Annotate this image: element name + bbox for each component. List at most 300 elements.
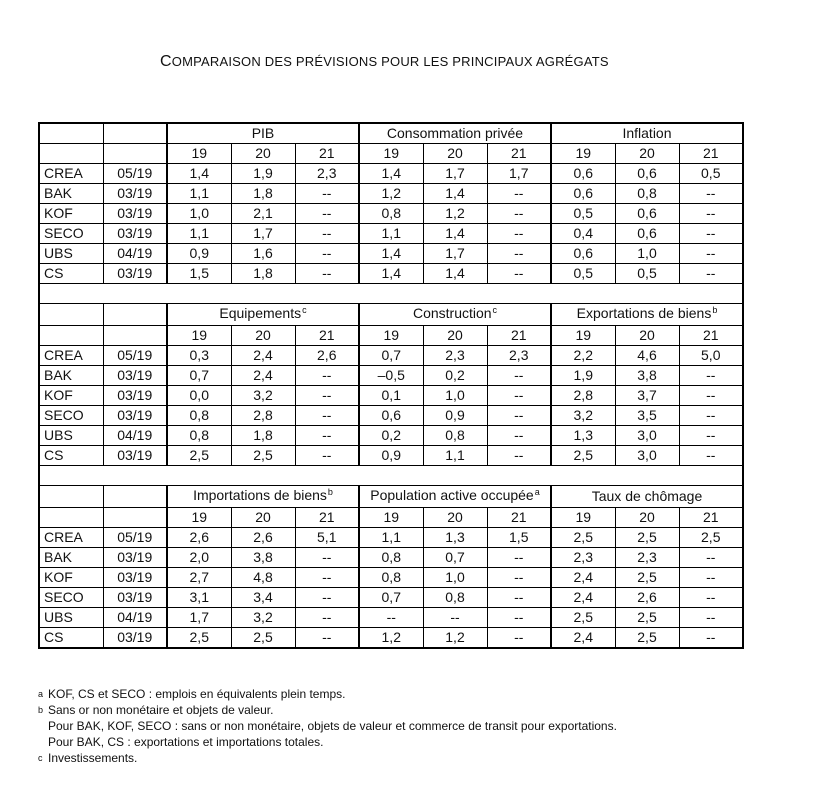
- value-cell: --: [487, 608, 551, 628]
- value-cell: 1,3: [423, 528, 487, 548]
- year-header: 21: [487, 508, 551, 528]
- date-cell: 03/19: [103, 386, 167, 406]
- year-header: 20: [231, 326, 295, 346]
- value-cell: 0,2: [423, 366, 487, 386]
- value-cell: 1,1: [359, 528, 423, 548]
- value-cell: 3,0: [615, 426, 679, 446]
- value-cell: --: [679, 244, 743, 264]
- group-header: [551, 486, 743, 508]
- empty-cell: [103, 508, 167, 528]
- group-label: Importations de biens: [193, 487, 327, 503]
- footnotes: [38, 686, 617, 766]
- value-cell: 1,1: [423, 446, 487, 466]
- value-cell: 0,6: [551, 184, 615, 204]
- date-cell: 03/19: [103, 204, 167, 224]
- date-cell: 03/19: [103, 366, 167, 386]
- value-cell: 2,0: [167, 548, 231, 568]
- value-cell: 2,5: [167, 628, 231, 649]
- institute-cell: CS: [39, 264, 103, 284]
- value-cell: 2,5: [231, 446, 295, 466]
- value-cell: 3,5: [615, 406, 679, 426]
- value-cell: 1,1: [359, 224, 423, 244]
- institute-cell: KOF: [39, 386, 103, 406]
- value-cell: 0,8: [359, 204, 423, 224]
- value-cell: 5,1: [295, 528, 359, 548]
- value-cell: --: [679, 406, 743, 426]
- value-cell: 2,1: [231, 204, 295, 224]
- value-cell: --: [487, 446, 551, 466]
- value-cell: 2,3: [615, 548, 679, 568]
- value-cell: --: [679, 426, 743, 446]
- footnote-marker: a: [534, 487, 540, 497]
- value-cell: 0,3: [167, 346, 231, 366]
- value-cell: 2,8: [231, 406, 295, 426]
- value-cell: 1,1: [167, 224, 231, 244]
- value-cell: --: [487, 548, 551, 568]
- group-header: [359, 304, 551, 326]
- value-cell: --: [679, 608, 743, 628]
- value-cell: --: [679, 548, 743, 568]
- value-cell: 2,3: [423, 346, 487, 366]
- value-cell: 1,7: [487, 164, 551, 184]
- value-cell: 1,3: [551, 426, 615, 446]
- year-header: 19: [359, 326, 423, 346]
- year-header-row: [39, 144, 743, 164]
- value-cell: --: [487, 588, 551, 608]
- value-cell: 0,5: [551, 204, 615, 224]
- value-cell: --: [295, 406, 359, 426]
- institute-cell: CREA: [39, 528, 103, 548]
- footnote-mark: c: [38, 753, 43, 763]
- group-header: [359, 123, 551, 144]
- value-cell: 1,5: [487, 528, 551, 548]
- empty-cell: [103, 123, 167, 144]
- value-cell: 2,7: [167, 568, 231, 588]
- empty-cell: [39, 304, 103, 326]
- value-cell: 0,7: [423, 548, 487, 568]
- value-cell: 4,8: [231, 568, 295, 588]
- value-cell: --: [295, 588, 359, 608]
- value-cell: 2,4: [551, 568, 615, 588]
- year-header: 21: [487, 144, 551, 164]
- footnote-text: Pour BAK, KOF, SECO : sans or non monétaire, objets de valeur et commerce de transit pour exportations.: [48, 719, 617, 733]
- value-cell: --: [295, 244, 359, 264]
- date-cell: 03/19: [103, 224, 167, 244]
- value-cell: 1,4: [359, 244, 423, 264]
- value-cell: --: [295, 426, 359, 446]
- value-cell: 3,2: [551, 406, 615, 426]
- value-cell: --: [295, 568, 359, 588]
- year-header: 20: [615, 326, 679, 346]
- group-header: [167, 123, 359, 144]
- table-row: [39, 568, 743, 588]
- value-cell: 2,4: [551, 588, 615, 608]
- value-cell: 1,0: [615, 244, 679, 264]
- footnote-line: [38, 734, 617, 750]
- date-cell: 03/19: [103, 588, 167, 608]
- footnote-marker: c: [302, 305, 307, 315]
- year-header: 19: [167, 508, 231, 528]
- year-header: 19: [551, 144, 615, 164]
- institute-cell: SECO: [39, 224, 103, 244]
- value-cell: --: [295, 446, 359, 466]
- value-cell: 1,5: [167, 264, 231, 284]
- group-header: [167, 486, 359, 508]
- value-cell: 0,9: [359, 446, 423, 466]
- date-cell: 03/19: [103, 628, 167, 649]
- value-cell: 3,2: [231, 386, 295, 406]
- value-cell: --: [487, 244, 551, 264]
- date-cell: 03/19: [103, 548, 167, 568]
- value-cell: 1,0: [423, 568, 487, 588]
- value-cell: 2,3: [295, 164, 359, 184]
- table-row: [39, 224, 743, 244]
- table-row: [39, 366, 743, 386]
- group-header: [551, 123, 743, 144]
- value-cell: 0,6: [359, 406, 423, 426]
- value-cell: 0,0: [167, 386, 231, 406]
- group-label: Population active occupée: [370, 487, 534, 503]
- value-cell: 1,7: [423, 244, 487, 264]
- value-cell: 0,6: [551, 164, 615, 184]
- value-cell: --: [487, 386, 551, 406]
- year-header: 19: [359, 144, 423, 164]
- section-gap: [39, 284, 743, 304]
- institute-cell: BAK: [39, 366, 103, 386]
- institute-cell: UBS: [39, 426, 103, 446]
- year-header: 20: [231, 144, 295, 164]
- value-cell: --: [295, 204, 359, 224]
- year-header: 19: [359, 508, 423, 528]
- value-cell: --: [487, 568, 551, 588]
- value-cell: 2,2: [551, 346, 615, 366]
- value-cell: 0,7: [359, 588, 423, 608]
- value-cell: 0,7: [359, 346, 423, 366]
- institute-cell: CREA: [39, 346, 103, 366]
- institute-cell: CS: [39, 628, 103, 649]
- value-cell: 1,8: [231, 264, 295, 284]
- value-cell: 1,7: [423, 164, 487, 184]
- value-cell: 5,0: [679, 346, 743, 366]
- institute-cell: BAK: [39, 548, 103, 568]
- value-cell: 1,0: [167, 204, 231, 224]
- value-cell: 4,6: [615, 346, 679, 366]
- value-cell: 1,4: [423, 264, 487, 284]
- value-cell: 0,4: [551, 224, 615, 244]
- group-header-row: [39, 486, 743, 508]
- table-row: [39, 548, 743, 568]
- value-cell: 2,5: [167, 446, 231, 466]
- value-cell: --: [487, 426, 551, 446]
- value-cell: --: [679, 386, 743, 406]
- value-cell: 1,4: [359, 164, 423, 184]
- year-header: 21: [679, 508, 743, 528]
- value-cell: 2,4: [231, 366, 295, 386]
- value-cell: 3,8: [615, 366, 679, 386]
- value-cell: 0,6: [551, 244, 615, 264]
- value-cell: 1,9: [551, 366, 615, 386]
- value-cell: 2,5: [551, 446, 615, 466]
- value-cell: 0,6: [615, 204, 679, 224]
- year-header: 19: [167, 326, 231, 346]
- year-header: 21: [295, 508, 359, 528]
- value-cell: --: [295, 386, 359, 406]
- value-cell: 1,2: [423, 628, 487, 649]
- value-cell: 2,5: [615, 528, 679, 548]
- institute-cell: KOF: [39, 568, 103, 588]
- value-cell: 1,1: [167, 184, 231, 204]
- value-cell: 3,0: [615, 446, 679, 466]
- table-row: [39, 628, 743, 649]
- year-header: 20: [231, 508, 295, 528]
- value-cell: 1,2: [359, 184, 423, 204]
- date-cell: 05/19: [103, 164, 167, 184]
- footnote-line: [38, 718, 617, 734]
- value-cell: --: [423, 608, 487, 628]
- empty-cell: [103, 144, 167, 164]
- year-header: 20: [423, 508, 487, 528]
- table-row: [39, 528, 743, 548]
- value-cell: 0,5: [615, 264, 679, 284]
- value-cell: --: [295, 184, 359, 204]
- value-cell: 2,5: [615, 608, 679, 628]
- value-cell: 2,4: [551, 628, 615, 649]
- value-cell: --: [295, 224, 359, 244]
- value-cell: 3,8: [231, 548, 295, 568]
- value-cell: 2,3: [551, 548, 615, 568]
- empty-cell: [39, 144, 103, 164]
- table-body: [39, 123, 743, 648]
- value-cell: 2,8: [551, 386, 615, 406]
- date-cell: 05/19: [103, 346, 167, 366]
- year-header: 21: [295, 144, 359, 164]
- value-cell: 2,5: [551, 608, 615, 628]
- year-header: 20: [423, 144, 487, 164]
- group-label: PIB: [251, 125, 275, 141]
- empty-cell: [39, 326, 103, 346]
- value-cell: 1,2: [423, 204, 487, 224]
- value-cell: 0,7: [167, 366, 231, 386]
- date-cell: 05/19: [103, 528, 167, 548]
- institute-cell: UBS: [39, 244, 103, 264]
- group-label: Construction: [412, 305, 492, 321]
- gap-cell: [39, 466, 743, 486]
- value-cell: 0,2: [359, 426, 423, 446]
- value-cell: 2,5: [551, 528, 615, 548]
- group-header-row: [39, 304, 743, 326]
- value-cell: 2,5: [615, 568, 679, 588]
- table-row: [39, 164, 743, 184]
- value-cell: --: [487, 366, 551, 386]
- group-label: Consommation privée: [386, 125, 524, 141]
- footnote-text: Investissements.: [48, 751, 138, 765]
- footnote-marker: c: [492, 305, 498, 315]
- group-header: [167, 304, 359, 326]
- value-cell: 2,5: [231, 628, 295, 649]
- value-cell: 0,8: [359, 568, 423, 588]
- value-cell: 2,4: [231, 346, 295, 366]
- value-cell: --: [487, 224, 551, 244]
- value-cell: --: [679, 588, 743, 608]
- value-cell: --: [487, 406, 551, 426]
- group-label: Exportations de biens: [576, 305, 712, 321]
- title-initial: C: [160, 53, 172, 70]
- value-cell: --: [295, 366, 359, 386]
- value-cell: 1,7: [231, 224, 295, 244]
- footnote-line: [38, 702, 617, 718]
- value-cell: 0,6: [615, 164, 679, 184]
- table-row: [39, 426, 743, 446]
- value-cell: --: [679, 366, 743, 386]
- footnote-marker: b: [327, 487, 333, 497]
- value-cell: 1,0: [423, 386, 487, 406]
- year-header-row: [39, 508, 743, 528]
- value-cell: --: [487, 264, 551, 284]
- value-cell: 3,4: [231, 588, 295, 608]
- value-cell: 2,6: [295, 346, 359, 366]
- date-cell: 04/19: [103, 244, 167, 264]
- institute-cell: KOF: [39, 204, 103, 224]
- empty-cell: [103, 326, 167, 346]
- value-cell: --: [295, 608, 359, 628]
- value-cell: 2,6: [167, 528, 231, 548]
- group-header: [359, 486, 551, 508]
- value-cell: --: [487, 204, 551, 224]
- group-header-row: [39, 123, 743, 144]
- year-header: 19: [551, 326, 615, 346]
- year-header: 19: [551, 508, 615, 528]
- value-cell: --: [679, 264, 743, 284]
- footnote-text: KOF, CS et SECO : emplois en équivalents plein temps.: [48, 687, 346, 701]
- year-header: 21: [679, 326, 743, 346]
- title-rest: OMPARAISON DES PRÉVISIONS POUR LES PRINCIPAUX AGRÉGATS: [171, 54, 609, 69]
- institute-cell: CS: [39, 446, 103, 466]
- table-row: [39, 608, 743, 628]
- table-row: [39, 406, 743, 426]
- value-cell: 1,4: [423, 224, 487, 244]
- value-cell: 0,8: [615, 184, 679, 204]
- empty-cell: [103, 304, 167, 326]
- date-cell: 04/19: [103, 608, 167, 628]
- value-cell: 2,6: [231, 528, 295, 548]
- value-cell: 0,5: [679, 164, 743, 184]
- date-cell: 03/19: [103, 406, 167, 426]
- section-gap: [39, 466, 743, 486]
- value-cell: 1,6: [231, 244, 295, 264]
- institute-cell: CREA: [39, 164, 103, 184]
- value-cell: 1,8: [231, 426, 295, 446]
- year-header: 20: [615, 144, 679, 164]
- date-cell: 03/19: [103, 184, 167, 204]
- forecast-table: [38, 122, 744, 649]
- value-cell: 3,2: [231, 608, 295, 628]
- value-cell: --: [359, 608, 423, 628]
- page-title: [160, 53, 609, 71]
- group-label: Taux de chômage: [591, 488, 703, 504]
- value-cell: --: [487, 184, 551, 204]
- footnote-line: [38, 686, 617, 702]
- value-cell: 3,1: [167, 588, 231, 608]
- value-cell: --: [679, 204, 743, 224]
- value-cell: 0,9: [167, 244, 231, 264]
- institute-cell: SECO: [39, 406, 103, 426]
- value-cell: --: [295, 264, 359, 284]
- value-cell: --: [487, 628, 551, 649]
- value-cell: 1,9: [231, 164, 295, 184]
- footnote-text: Pour BAK, CS : exportations et importations totales.: [48, 735, 324, 749]
- value-cell: 2,5: [615, 628, 679, 649]
- value-cell: 0,8: [167, 426, 231, 446]
- institute-cell: SECO: [39, 588, 103, 608]
- value-cell: 3,7: [615, 386, 679, 406]
- table-row: [39, 446, 743, 466]
- value-cell: 2,6: [615, 588, 679, 608]
- group-header: [551, 304, 743, 326]
- table-row: [39, 588, 743, 608]
- value-cell: 0,6: [615, 224, 679, 244]
- value-cell: 0,9: [423, 406, 487, 426]
- value-cell: --: [295, 548, 359, 568]
- value-cell: 1,8: [231, 184, 295, 204]
- table-row: [39, 184, 743, 204]
- date-cell: 03/19: [103, 568, 167, 588]
- value-cell: 1,4: [167, 164, 231, 184]
- year-header: 21: [487, 326, 551, 346]
- value-cell: --: [679, 224, 743, 244]
- date-cell: 04/19: [103, 426, 167, 446]
- empty-cell: [39, 486, 103, 508]
- year-header: 19: [167, 144, 231, 164]
- value-cell: --: [679, 568, 743, 588]
- gap-cell: [39, 284, 743, 304]
- institute-cell: BAK: [39, 184, 103, 204]
- date-cell: 03/19: [103, 446, 167, 466]
- value-cell: 0,8: [359, 548, 423, 568]
- footnote-mark: b: [38, 705, 44, 715]
- value-cell: --: [679, 628, 743, 649]
- empty-cell: [103, 486, 167, 508]
- empty-cell: [39, 123, 103, 144]
- empty-cell: [39, 508, 103, 528]
- table-row: [39, 386, 743, 406]
- value-cell: 0,5: [551, 264, 615, 284]
- value-cell: 1,4: [359, 264, 423, 284]
- year-header: 21: [295, 326, 359, 346]
- value-cell: 1,7: [167, 608, 231, 628]
- year-header-row: [39, 326, 743, 346]
- year-header: 20: [423, 326, 487, 346]
- footnote-text: Sans or non monétaire et objets de valeur.: [48, 703, 274, 717]
- group-label: Equipements: [219, 305, 302, 321]
- institute-cell: UBS: [39, 608, 103, 628]
- footnote-line: [38, 750, 617, 766]
- table-row: [39, 264, 743, 284]
- footnote-mark: a: [38, 689, 44, 699]
- value-cell: 1,2: [359, 628, 423, 649]
- value-cell: 0,1: [359, 386, 423, 406]
- value-cell: 2,5: [679, 528, 743, 548]
- year-header: 21: [679, 144, 743, 164]
- value-cell: 0,8: [423, 588, 487, 608]
- year-header: 20: [615, 508, 679, 528]
- value-cell: 1,4: [423, 184, 487, 204]
- table-row: [39, 346, 743, 366]
- value-cell: --: [679, 184, 743, 204]
- table-row: [39, 244, 743, 264]
- value-cell: 0,8: [167, 406, 231, 426]
- value-cell: 2,3: [487, 346, 551, 366]
- value-cell: --: [295, 628, 359, 649]
